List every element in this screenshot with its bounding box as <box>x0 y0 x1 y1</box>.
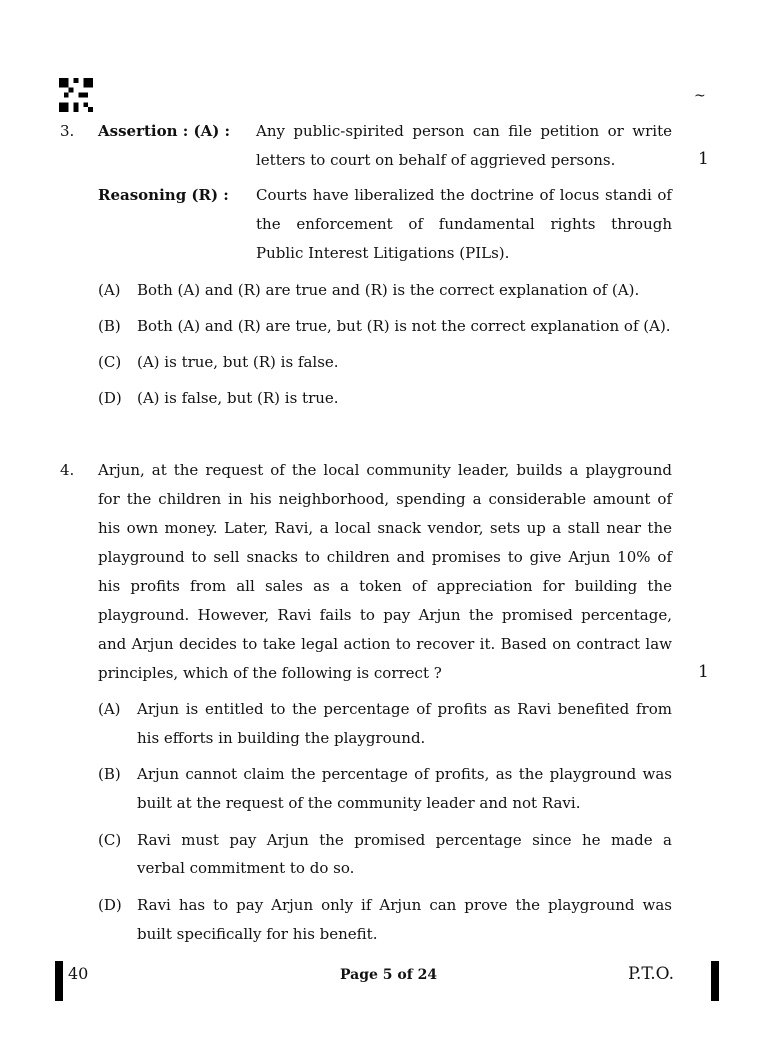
reasoning-text: Courts have liberalized the doctrine of locus standi of <box>256 186 672 204</box>
assertion-text: letters to court on behalf of aggrieved persons. <box>256 151 616 169</box>
option-label: (D) <box>98 896 122 914</box>
option-text: (A) is false, but (R) is true. <box>137 389 339 407</box>
question-text: his profits from all sales as a token of appreciation for building the <box>98 577 672 595</box>
question-text: playground to sell snacks to children and promises to give Arjun 10% of <box>98 548 672 566</box>
option-text: built at the request of the community leader and not Ravi. <box>137 794 581 812</box>
assertion-text: Any public-spirited person can file petition or write <box>256 122 672 140</box>
option-text: Arjun is entitled to the percentage of profits as Ravi benefited from <box>137 700 672 718</box>
question-text: Arjun, at the request of the local community leader, builds a playground <box>98 461 672 479</box>
page-number: Page 5 of 24 <box>340 967 438 983</box>
question-number: 4. <box>60 461 75 479</box>
option-label: (C) <box>98 353 122 371</box>
option-text: his efforts in building the playground. <box>137 729 426 747</box>
assertion-label: Assertion : (A) : <box>98 122 231 140</box>
marks: 1 <box>698 149 709 169</box>
question-text: playground. However, Ravi fails to pay Arjun the promised percentage, <box>98 606 672 624</box>
reasoning-text: the enforcement of fundamental rights through <box>256 215 672 233</box>
tilde-mark: ~ <box>694 88 706 104</box>
option-label: (D) <box>98 389 122 407</box>
paper-code: 40 <box>68 964 89 983</box>
footer-left-bar <box>55 961 63 1001</box>
question-number: 3. <box>60 122 75 140</box>
option-text: Ravi must pay Arjun the promised percentage since he made a <box>137 831 672 849</box>
option-label: (A) <box>98 281 121 299</box>
option-label: (A) <box>98 700 121 718</box>
qr-code-icon <box>59 78 93 112</box>
pto-label: P.T.O. <box>628 964 674 984</box>
option-text: Arjun cannot claim the percentage of profits, as the playground was <box>137 765 672 783</box>
question-text: principles, which of the following is correct ? <box>98 664 442 682</box>
question-text: for the children in his neighborhood, spending a considerable amount of <box>98 490 672 508</box>
option-text: verbal commitment to do so. <box>137 859 355 877</box>
option-text: Both (A) and (R) are true, but (R) is not the correct explanation of (A). <box>137 317 671 335</box>
option-label: (B) <box>98 765 121 783</box>
option-text: Both (A) and (R) are true and (R) is the correct explanation of (A). <box>137 281 640 299</box>
footer-right-bar <box>711 961 719 1001</box>
option-label: (B) <box>98 317 121 335</box>
option-label: (C) <box>98 831 122 849</box>
question-text: and Arjun decides to take legal action to recover it. Based on contract law <box>98 635 672 653</box>
option-text: (A) is true, but (R) is false. <box>137 353 339 371</box>
reasoning-label: Reasoning (R) : <box>98 186 229 204</box>
option-text: Ravi has to pay Arjun only if Arjun can prove the playground was <box>137 896 672 914</box>
marks: 1 <box>698 662 709 682</box>
reasoning-text: Public Interest Litigations (PILs). <box>256 244 510 262</box>
option-text: built specifically for his benefit. <box>137 925 378 943</box>
question-text: his own money. Later, Ravi, a local snack vendor, sets up a stall near the <box>98 519 672 537</box>
